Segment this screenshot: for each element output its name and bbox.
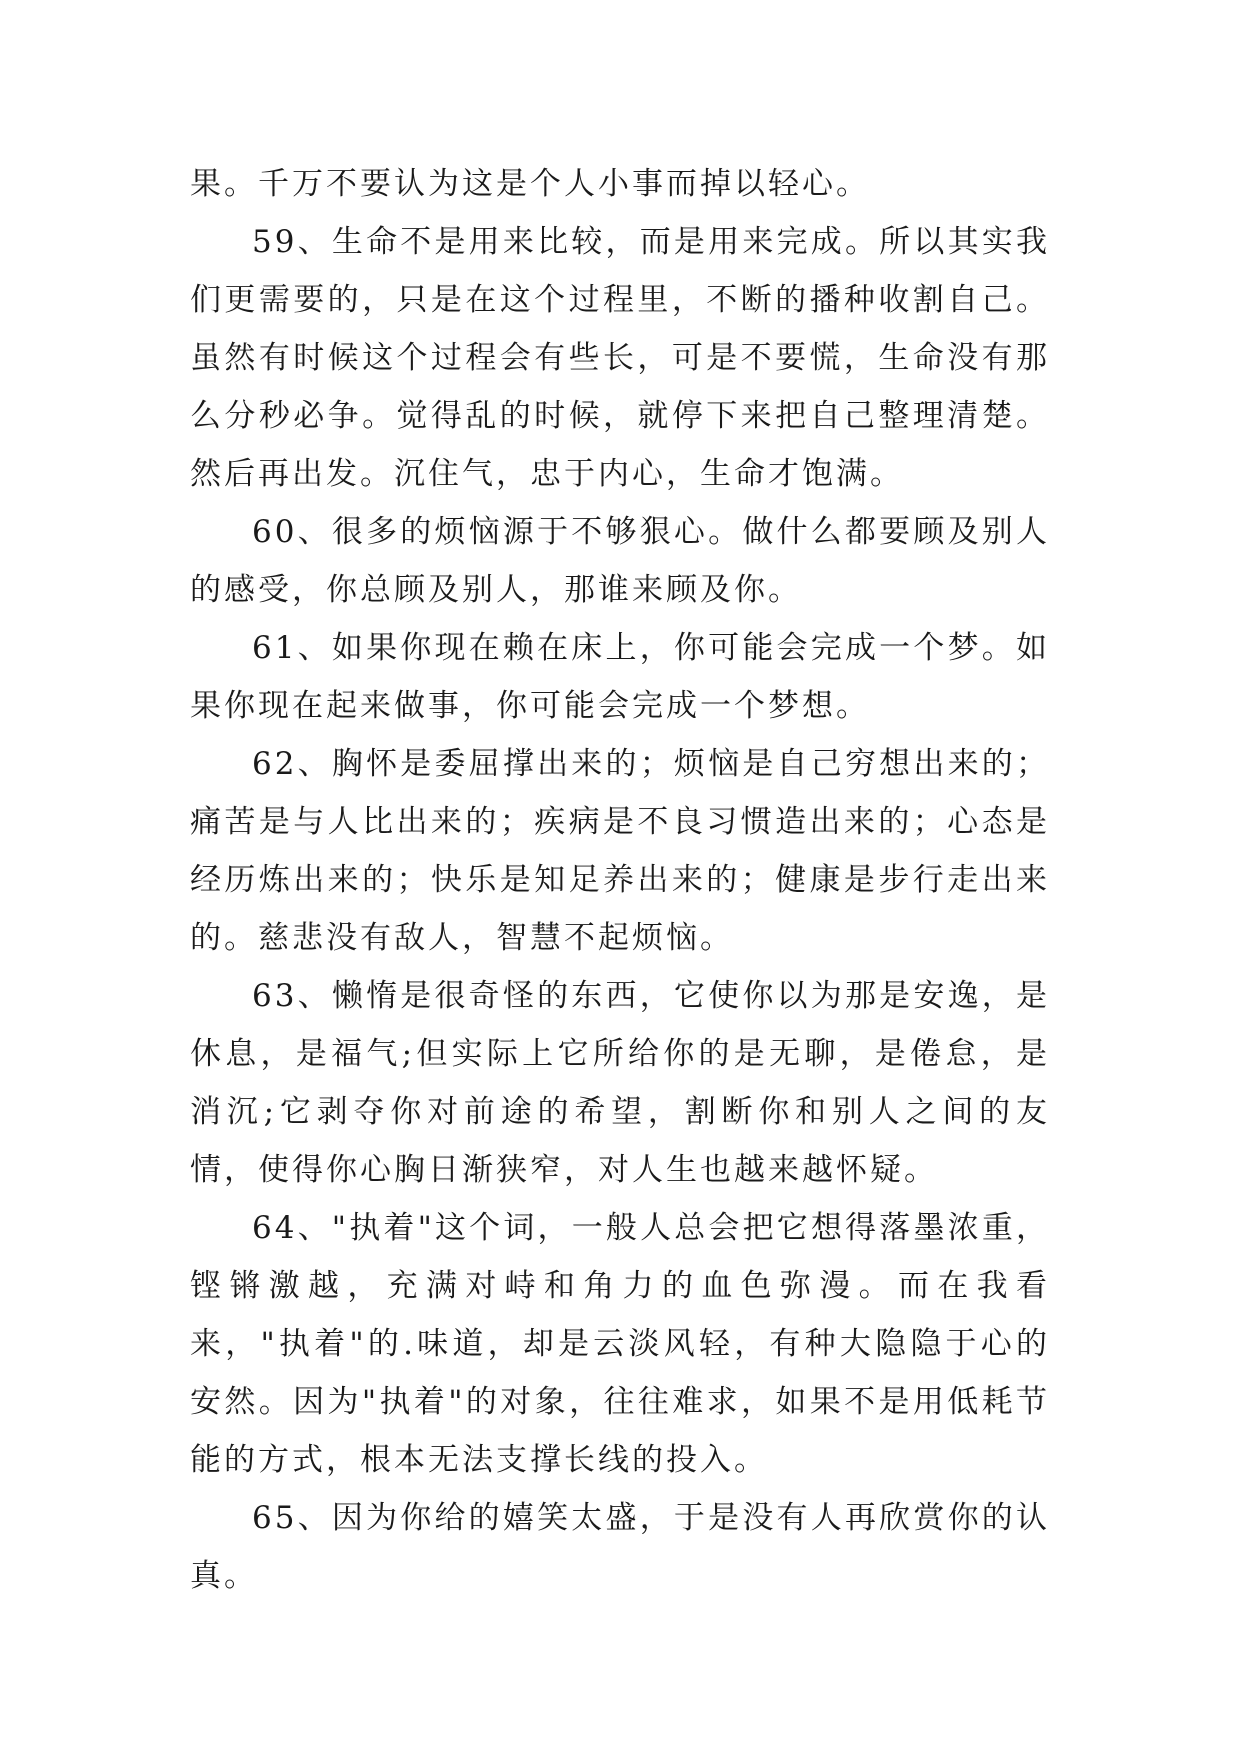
- paragraph-63: 63、懒惰是很奇怪的东西，它使你以为那是安逸，是休息，是福气;但实际上它所给你的是无聊，是倦怠，是消沉;它剥夺你对前途的希望，割断你和别人之间的友情，使得你心胸日渐狭窄，对人生也越来越怀疑。: [190, 978, 1050, 1188]
- document-body: [190, 155, 1050, 1605]
- paragraph-65: 65、因为你给的嬉笑太盛，于是没有人再欣赏你的认真。: [190, 1500, 1050, 1594]
- paragraph-61: 61、如果你现在赖在床上，你可能会完成一个梦。如果你现在起来做事，你可能会完成一个梦想。: [190, 630, 1050, 724]
- paragraph-62: 62、胸怀是委屈撑出来的；烦恼是自己穷想出来的；痛苦是与人比出来的；疾病是不良习惯造出来的；心态是经历炼出来的；快乐是知足养出来的；健康是步行走出来的。慈悲没有敌人，智慧不起烦恼。: [190, 746, 1050, 956]
- paragraph-59: 59、生命不是用来比较，而是用来完成。所以其实我们更需要的，只是在这个过程里，不断的播种收割自己。虽然有时候这个过程会有些长，可是不要慌，生命没有那么分秒必争。觉得乱的时候，就停下来把自己整理清楚。然后再出发。沉住气，忠于内心，生命才饱满。: [190, 224, 1050, 492]
- paragraph-64: 64、"执着"这个词，一般人总会把它想得落墨浓重，铿锵激越，充满对峙和角力的血色弥漫。而在我看来，"执着"的.味道，却是云淡风轻，有种大隐隐于心的安然。因为"执着"的对象，往往难求，如果不是用低耗节能的方式，根本无法支撑长线的投入。: [190, 1210, 1050, 1478]
- paragraph-continuation: 果。千万不要认为这是个人小事而掉以轻心。: [190, 166, 870, 202]
- paragraph-60: 60、很多的烦恼源于不够狠心。做什么都要顾及别人的感受，你总顾及别人，那谁来顾及你。: [190, 514, 1050, 608]
